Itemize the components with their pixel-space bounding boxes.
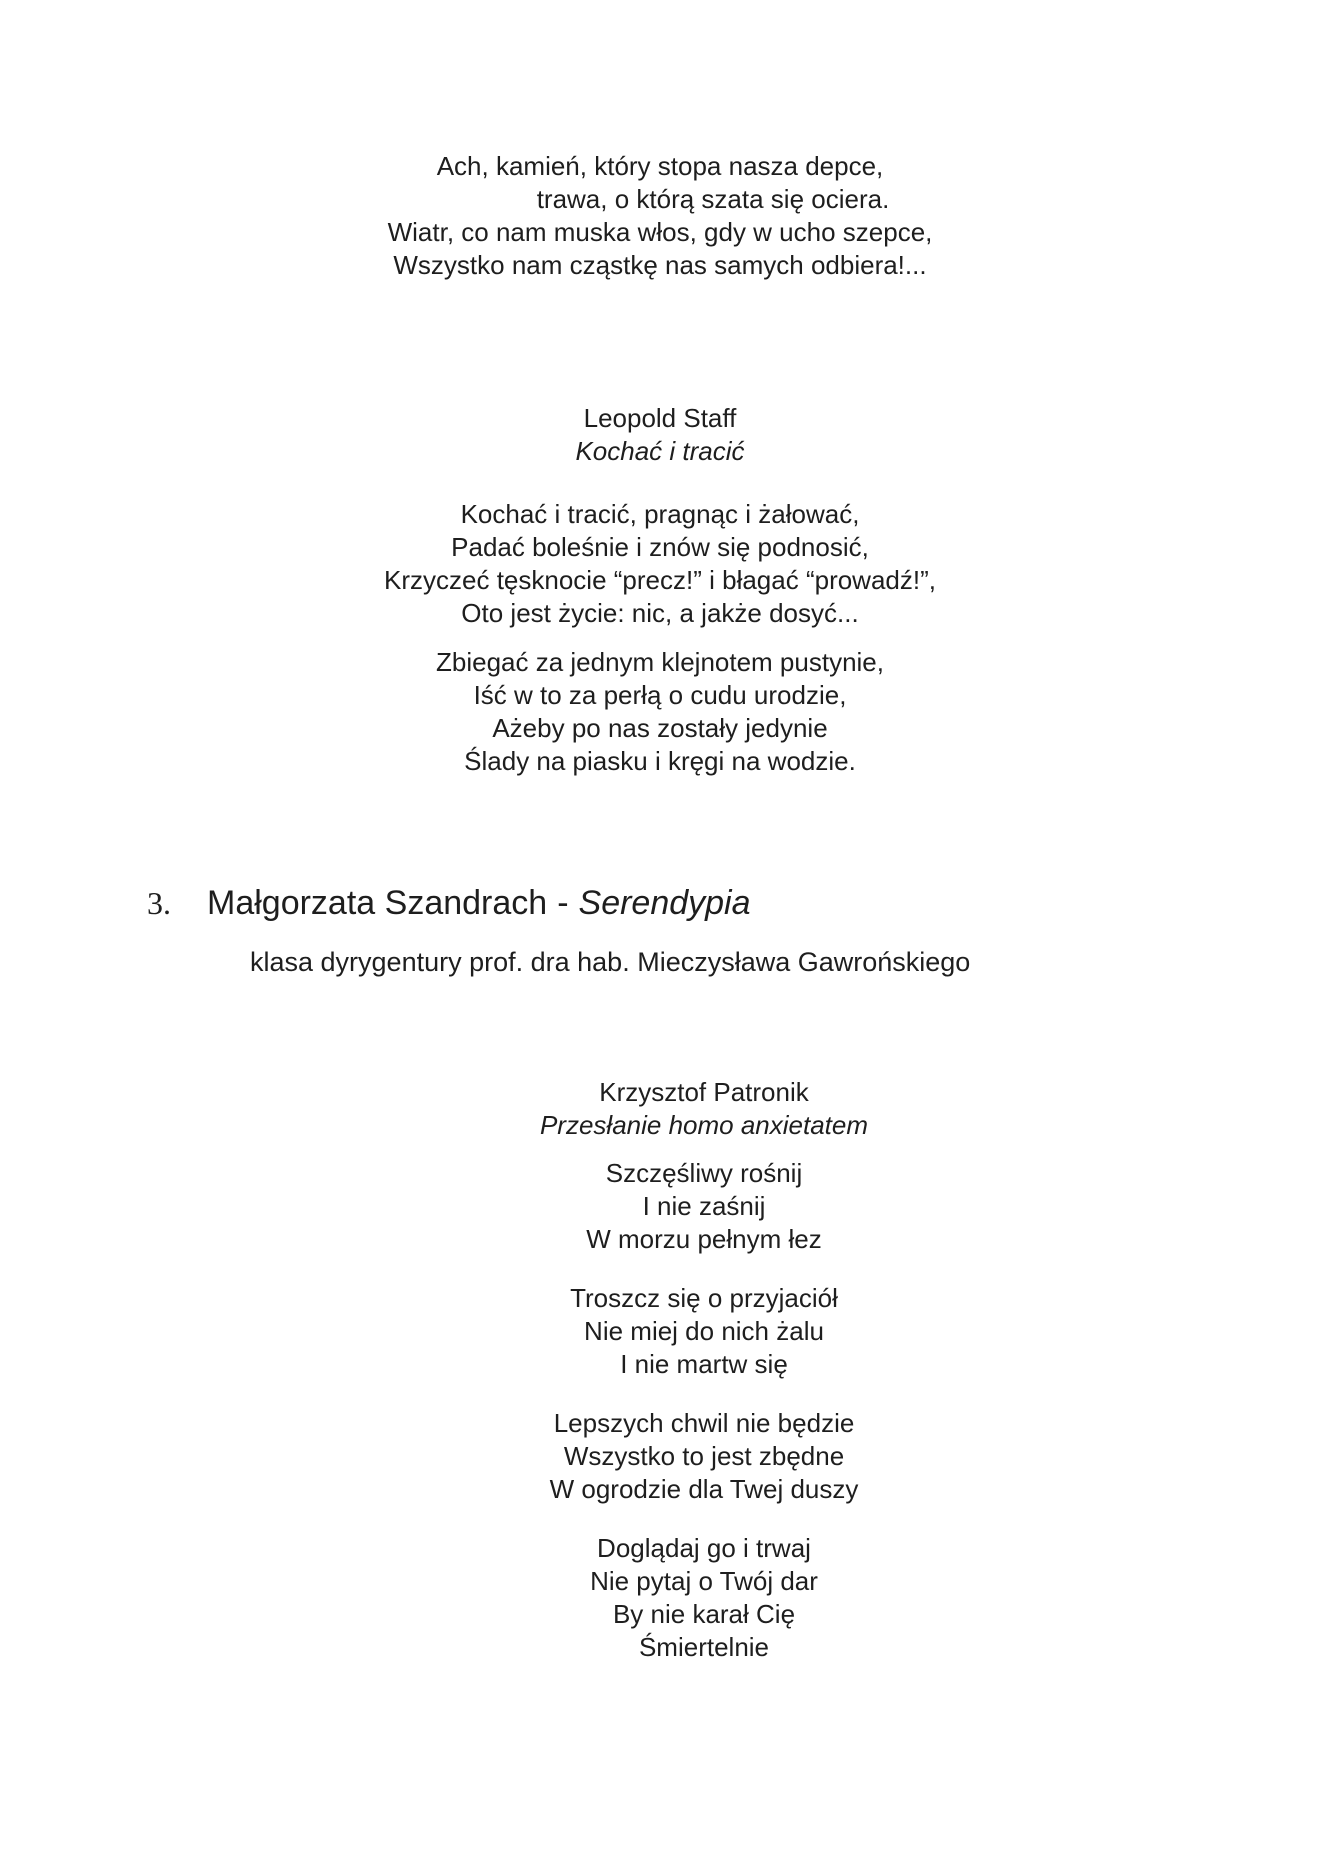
title-separator: - xyxy=(557,884,569,922)
poem-line: Ślady na piasku i kręgi na wodzie. xyxy=(464,746,856,776)
poem-line: Doglądaj go i trwaj xyxy=(597,1533,811,1563)
patronik-poem xyxy=(44,1076,1320,1664)
program-item-subtitle: klasa dyrygentury prof. dra hab. Mieczysława Gawrońskiego xyxy=(250,947,971,977)
poem-line: W morzu pełnym łez xyxy=(586,1224,822,1254)
poem-line: Oto jest życie: nic, a jakże dosyć... xyxy=(461,598,859,628)
program-item-number: 3. xyxy=(147,885,171,921)
patronik-poem-header xyxy=(44,1076,1320,1142)
poem-line: Zbiegać za jednym klejnotem pustynie, xyxy=(435,647,884,677)
patronik-stanza-2 xyxy=(44,1282,1320,1381)
poem-line: Troszcz się o przyjaciół xyxy=(570,1283,838,1313)
poem-line: Wszystko nam cząstkę nas samych odbiera!... xyxy=(393,250,927,280)
poem-line: Kochać i tracić, pragnąc i żałować, xyxy=(460,499,860,529)
poem-line: Padać boleśnie i znów się podnosić, xyxy=(451,532,869,562)
poem-line: Wszystko to jest zbędne xyxy=(563,1441,845,1471)
poem-line: Szczęśliwy rośnij xyxy=(605,1158,803,1188)
poem-line: I nie zaśnij xyxy=(642,1191,766,1221)
opening-stanza xyxy=(0,0,1320,282)
poem-line: Wiatr, co nam muska włos, gdy w ucho szepce, xyxy=(387,217,933,247)
poem-line: Śmiertelnie xyxy=(638,1632,770,1662)
poem-line: Nie miej do nich żalu xyxy=(584,1316,824,1346)
staff-poem-header xyxy=(0,402,1320,468)
poem-line: Nie pytaj o Twój dar xyxy=(590,1566,818,1596)
poem-line: trawa, o którą szata się ociera. xyxy=(536,184,890,214)
poem-line: Iść w to za perłą o cudu urodzie, xyxy=(473,680,847,710)
poem-author: Leopold Staff xyxy=(583,403,737,433)
poem-title: Kochać i tracić xyxy=(575,436,745,466)
staff-stanza-1 xyxy=(0,498,1320,630)
poem-line: Krzyczeć tęsknocie “precz!” i błagać “prowadź!”, xyxy=(384,565,936,595)
piece-title: Serendypia xyxy=(578,884,751,922)
poem-line: W ogrodzie dla Twej duszy xyxy=(549,1474,859,1504)
staff-stanza-2 xyxy=(0,646,1320,778)
patronik-stanza-3 xyxy=(44,1407,1320,1506)
poem-line: Ach, kamień, który stopa nasza depce, xyxy=(436,151,884,181)
poem-line: Lepszych chwil nie będzie xyxy=(553,1408,855,1438)
poem-author: Krzysztof Patronik xyxy=(599,1077,809,1107)
patronik-stanza-4 xyxy=(44,1532,1320,1664)
poem-title: Przesłanie homo anxietatem xyxy=(539,1110,869,1140)
patronik-stanza-1 xyxy=(44,1157,1320,1256)
poem-line: Ażeby po nas zostały jedynie xyxy=(492,713,828,743)
performer-name: Małgorzata Szandrach xyxy=(207,884,548,922)
poem-line: I nie martw się xyxy=(620,1349,788,1379)
poem-line: By nie karał Cię xyxy=(612,1599,796,1629)
program-item-heading xyxy=(147,882,1320,924)
